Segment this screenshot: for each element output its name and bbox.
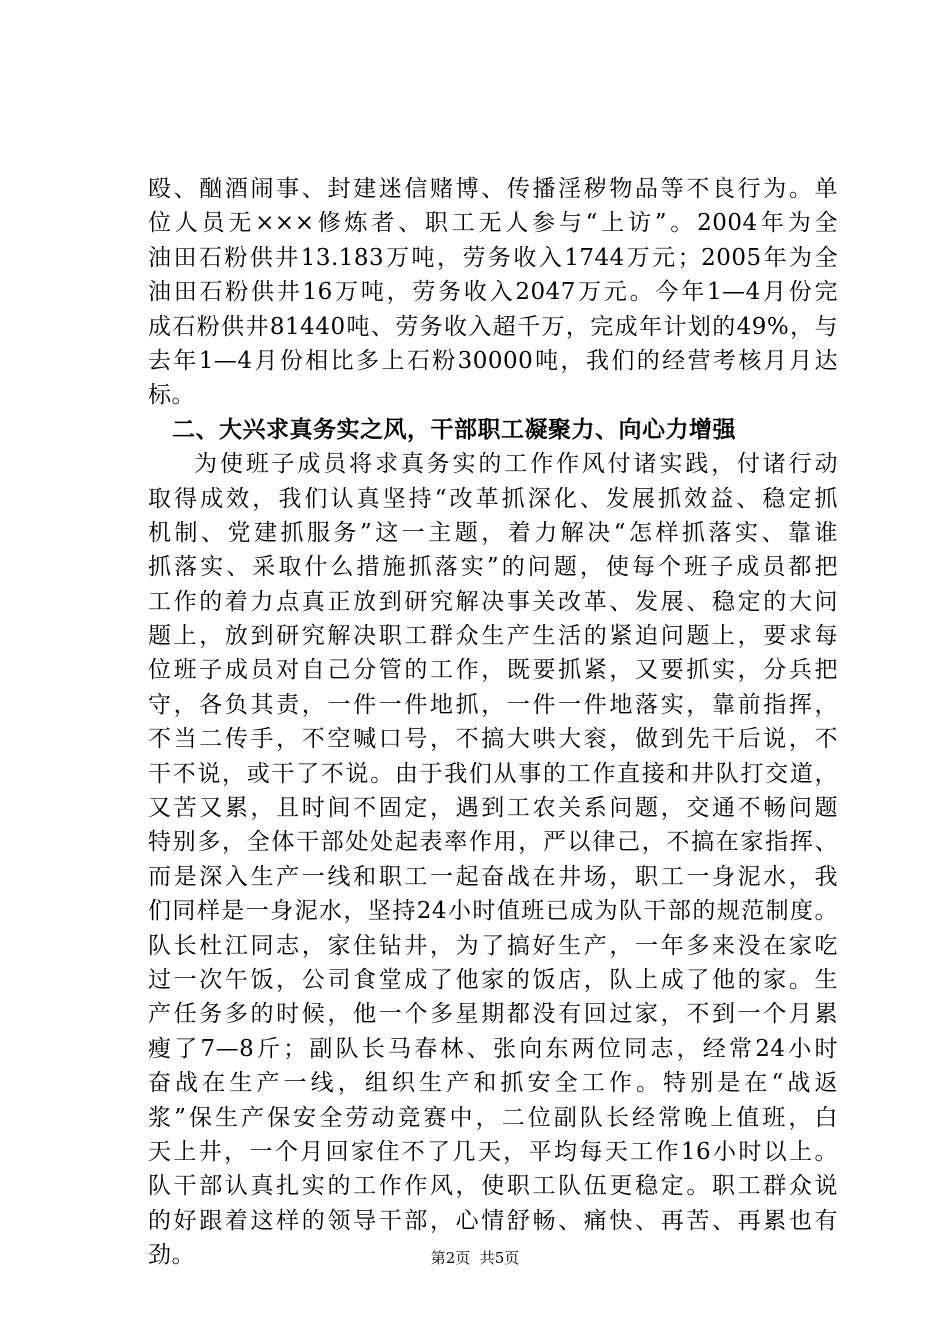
text-line: 们同样是一身泥水，坚持24小时值班已成为队干部的规范制度。 — [148, 898, 838, 925]
text-line: 标。 — [148, 382, 195, 409]
page-number-label: 第2页 共5页 — [430, 1249, 520, 1267]
text-line: 工作的着力点真正放到研究解决事关改革、发展、稳定的大问 — [148, 588, 838, 615]
text-line: 产任务多的时候，他一个多星期都没有回过家，不到一个月累 — [148, 1001, 838, 1028]
text-line: 抓落实、采取什么措施抓落实”的问题，使每个班子成员都把 — [148, 554, 838, 581]
page-footer — [0, 1248, 950, 1268]
paragraph-1 — [148, 172, 838, 413]
section-heading: 二、大兴求真务实之风，干部职工凝聚力、向心力增强 — [172, 415, 736, 443]
text-line: 特别多，全体干部处处起表率作用，严以律己，不搞在家指挥、 — [148, 829, 838, 856]
text-line: 守，各负其责，一件一件地抓，一件一件地落实，靠前指挥， — [148, 691, 838, 718]
text-line: 的好跟着这样的领导干部，心情舒畅、痛快、再苦、再累也有 — [148, 1207, 838, 1234]
text-line: 机制、党建抓服务”这一主题，着力解决“怎样抓落实、靠谁 — [148, 519, 838, 546]
document-body — [148, 172, 838, 1273]
text-line: 油田石粉供井13.183万吨，劳务收入1744万元；2005年为全 — [148, 244, 838, 271]
text-line: 为使班子成员将求真务实的工作作风付诸实践，付诸行动 — [194, 451, 838, 478]
text-line: 瘦了7—8斤；副队长马春林、张向东两位同志，经常24小时 — [148, 1035, 838, 1062]
text-line: 浆”保生产保安全劳动竞赛中，二位副队长经常晚上值班，白 — [148, 1104, 838, 1131]
text-line: 过一次午饭，公司食堂成了他家的饭店，队上成了他的家。生 — [148, 966, 838, 993]
text-line: 奋战在生产一线，组织生产和抓安全工作。特别是在“战返 — [148, 1070, 838, 1097]
text-line: 成石粉供井81440吨、劳务收入超千万，完成年计划的49%，与 — [148, 313, 838, 340]
text-line: 而是深入生产一线和职工一起奋战在井场，职工一身泥水，我 — [148, 863, 838, 890]
text-line: 位班子成员对自己分管的工作，既要抓紧，又要抓实，分兵把 — [148, 657, 838, 684]
text-line: 队长杜江同志，家住钻井，为了搞好生产，一年多来没在家吃 — [148, 932, 838, 959]
text-line: 又苦又累，且时间不固定，遇到工农关系问题，交通不畅问题 — [148, 795, 838, 822]
text-line: 天上井，一个月回家住不了几天，平均每天工作16小时以上。 — [148, 1138, 838, 1165]
text-line: 殴、酗酒闹事、封建迷信赌博、传播淫秽物品等不良行为。单 — [148, 176, 838, 202]
text-line: 油田石粉供井16万吨，劳务收入2047万元。今年1—4月份完 — [148, 279, 838, 306]
text-line: 去年1—4月份相比多上石粉30000吨，我们的经营考核月月达 — [148, 347, 838, 374]
text-line: 题上，放到研究解决职工群众生产生活的紧迫问题上，要求每 — [148, 623, 838, 650]
text-line: 取得成效，我们认真坚持“改革抓深化、发展抓效益、稳定抓 — [148, 485, 838, 512]
text-line: 不当二传手，不空喊口号，不搞大哄大衮，做到先干后说，不 — [148, 726, 838, 753]
text-line: 队干部认真扎实的工作作风，使职工队伍更稳定。职工群众说 — [148, 1173, 838, 1200]
text-line: 干不说，或干了不说。由于我们从事的工作直接和井队打交道， — [148, 760, 838, 787]
text-line: 劲。 — [148, 1242, 195, 1269]
text-line: 位人员无×××修炼者、职工无人参与“上访”。2004年为全 — [148, 210, 838, 237]
paragraph-2 — [148, 447, 838, 1272]
